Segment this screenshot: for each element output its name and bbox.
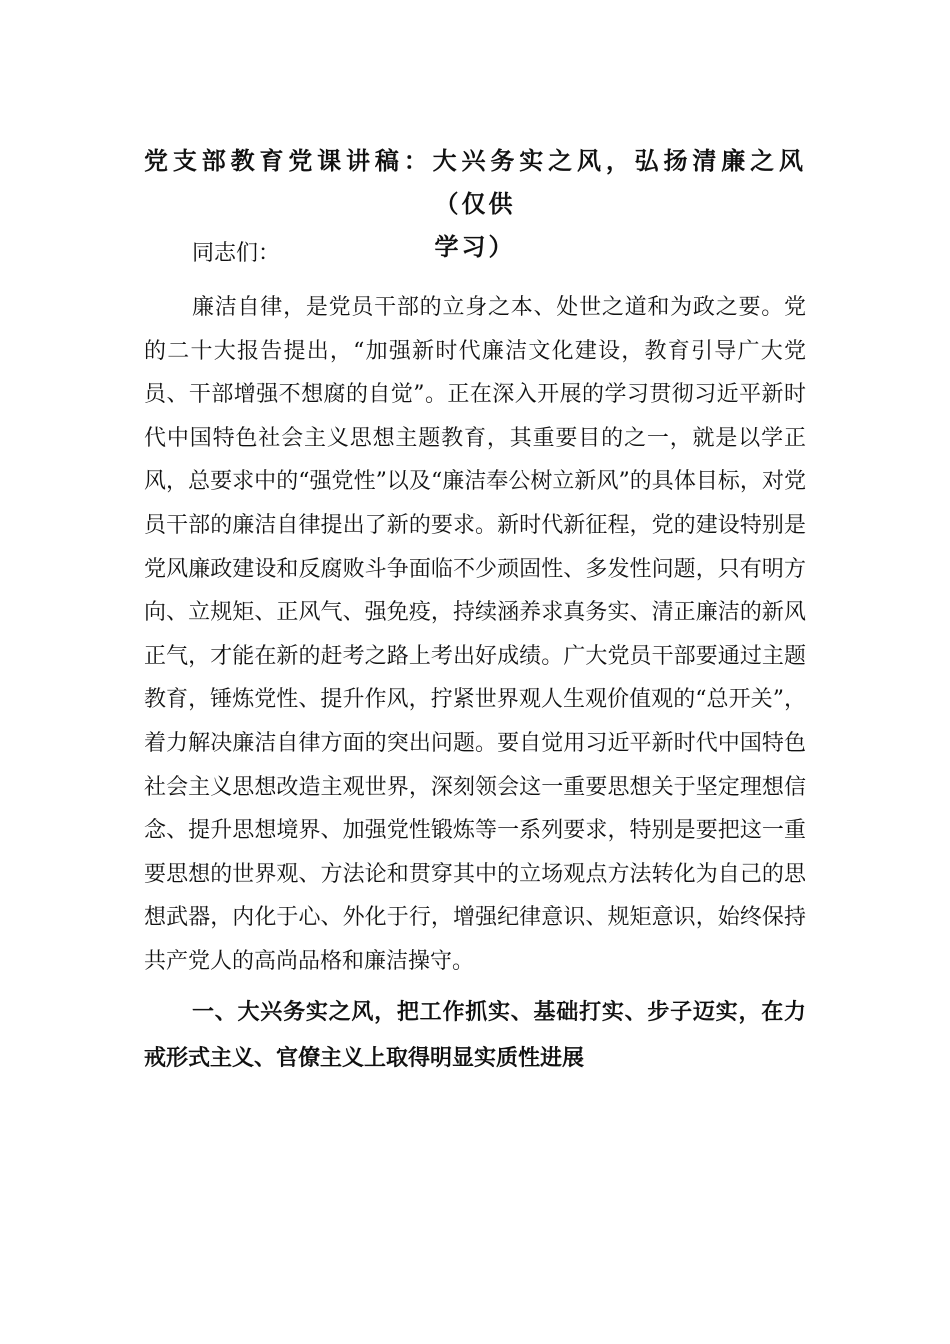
body-paragraph: 廉洁自律，是党员干部的立身之本、处世之道和为政之要。党的二十大报告提出，“加强新时代廉洁文化建设，教育引导广大党员、干部增强不想腐的自觉”。正在深入开展的学习贯彻习近平新时代中国特色社会主义思想主题教育，其重要目的之一，就是以学正风，总要求中的“强党性”以及“廉洁奉公树立新风”的具体目标，对党员干部的廉洁自律提出了新的要求。新时代新征程，党的建设特别是党风廉政建设和反腐败斗争面临不少顽固性、多发性问题，只有明方向、立规矩、正风气、强免疫，持续涵养求真务实、清正廉洁的新风正气，才能在新的赶考之路上考出好成绩。广大党员干部要通过主题教育，锤炼党性、提升作风，拧紧世界观人生观价值观的“总开关”，着力解决廉洁自律方面的突出问题。要自觉用习近平新时代中国特色社会主义思想改造主观世界，深刻领会这一重要思想关于坚定理想信念、提升思想境界、加强党性锻炼等一系列要求，特别是要把这一重要思想的世界观、方法论和贯穿其中的立场观点方法转化为自己的思想武器，内化于心、外化于行，增强纪律意识、规矩意识，始终保持共产党人的高尚品格和廉洁操守。: [144, 295, 806, 974]
salutation: 同志们：: [192, 241, 281, 266]
title-line-2: 学习）: [434, 232, 516, 261]
title-line-1: 党支部教育党课讲稿：大兴务实之风，弘扬清廉之风（仅供: [144, 146, 806, 218]
section-heading-1: 一、大兴务实之风，把工作抓实、基础打实、步子迈实，在力戒形式主义、官僚主义上取得明显实质性进展: [144, 1000, 806, 1071]
